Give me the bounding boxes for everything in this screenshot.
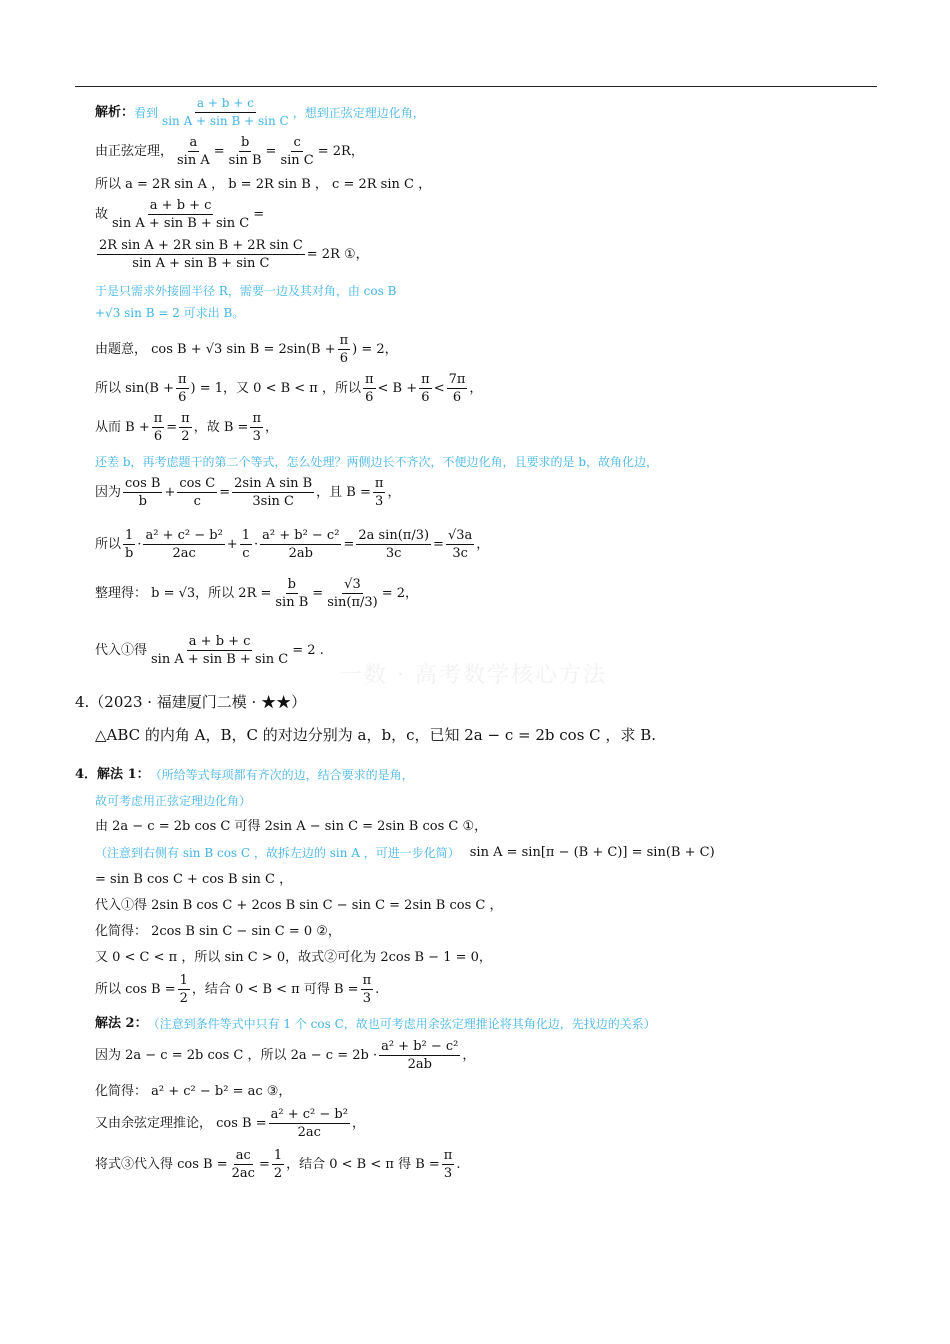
solution-2-line-3: 化简得： a² + c² − b² = ac ③，	[95, 1084, 292, 1099]
analysis-line-3: 所以 a = 2R sin A ， b = 2R sin B ， c = 2R sin C ，	[95, 177, 432, 192]
solution-2-line-5: 将式③代入得 cos B = $\frac{ac}{2ac}$ = $\frac{1}{2}$ ，结合 0 < B < π 得 B = $\frac{\pi}{3}$ .	[95, 1148, 461, 1181]
analysis-line-2: 由正弦定理， a sin A = b sin B = $\frac{c}{\text{sin C}}$ = 2R，	[95, 135, 364, 168]
analysis-line-5: $\frac{\text{2R sin A + 2R sin B + 2R sin C}}{\text{sin A + sin B + sin C}}$ = 2R ①，	[99, 238, 369, 271]
solution-1-line-5: = sin B cos C + cos B sin C ，	[95, 872, 293, 887]
hint-line-3: 还差 b，再考虑题干的第二个等式，怎么处理？两侧边长不齐次，不便边化角，且要求的是 b，故角化边，	[95, 455, 658, 469]
solution-1-line-7: 化简得： 2cos B sin C − sin C = 0 ②，	[95, 924, 341, 939]
analysis-line-4: 故 $\frac{a + b + c}{\text{sin A + sin B + sin C}}$ =	[95, 198, 265, 231]
solution-2-line-1: 解法 2： （注意到条件等式中只有 1 个 cos C，故也可考虑用余弦定理推论将其角化边，先找边的关系）	[95, 1016, 656, 1031]
solution-2-line-2: 因为 2a − c = 2b cos C ，所以 2a − c = 2b · a² + b² − c² 2ab ，	[95, 1039, 476, 1072]
solution-2-line-4: 又由余弦定理推论， cos B = $\frac{\text{a² + c² − b²}}{2ac}$ ，	[95, 1107, 365, 1140]
watermark: 一数 · 高考数学核心方法	[340, 663, 607, 688]
analysis-line-8: 由题意， cos B + √3 sin B = 2sin(B + $\frac{\pi}{6}$ ) = 2，	[95, 333, 398, 366]
analysis-line-10: 从而 B + $\frac{\pi}{6}$ = $\frac{\pi}{2}$ ，故 B = $\frac{\pi}{3}$ ，	[95, 411, 278, 444]
solution-1-line-6: 代入①得 2sin B cos C + 2cos B sin C − sin C = 2sin B cos C ，	[95, 898, 503, 913]
problem-4-title: 4.（2023 · 福建厦门二模 · ★★）	[75, 693, 307, 711]
solution-1-line-3: 由 2a − c = 2b cos C 可得 2sin A − sin C = 2sin B cos C ①，	[95, 819, 488, 834]
analysis-line-14: 整理得： b = √3，所以 2R = $\frac{b}{\text{sin B}}$ = $\frac{√3}{\sin(\pi/3)}$ = 2，	[95, 577, 419, 610]
hint-line-1: 于是只需求外接圆半径 R，需要一边及其对角，由 cos B	[95, 284, 397, 298]
solution-1-line-2: 故可考虑用正弦定理边化角）	[95, 794, 252, 808]
analysis-line-12: 因为 cos B b + $\frac{\text{cos C}}{c}$ = $\frac{\text{2sin A sin B}}{\text{3sin C}}$ ，且 B = $\frac{\pi}{3}$ ，	[95, 476, 401, 509]
analysis-line-13: 所以 1 b · a² + c² − b² 2ac + $\frac{1}{c}$ · $\frac{\text{a² + b² − c²}}{2ab}$ = $\frac{\text{2a sin(π/3)}}{3c}$ = $\frac{√3a}{3c}$ ，	[95, 528, 490, 561]
solution-1-line-9: 所以 cos B = $\frac{1}{2}$ ，结合 0 < B < π 可得 B = $\frac{\pi}{3}$ .	[95, 973, 380, 1006]
solution-1-line-4: （注意到右侧有 sin B cos C ，故拆左边的 sin A ，可进一步化简） sin A = sin[π − (B + C)] = sin(B + C)	[95, 845, 715, 860]
problem-4-stem: △ABC 的内角 A，B，C 的对边分别为 a，b，c，已知 2a − c = 2b cos C ，求 B.	[95, 726, 656, 744]
top-rule	[75, 86, 877, 87]
analysis-line-1: 解析： 看到 a + b + c sin A + sin B + sin C ，想到正弦定理边化角，	[95, 96, 425, 128]
hint-line-2: +√3 sin B = 2 可求出 B。	[95, 306, 245, 320]
analysis-line-9: 所以 sin(B + $\frac{\pi}{6}$ ) = 1，又 0 < B < π ，所以 π 6 < B + $\frac{\pi}{6}$ < 7π 6 ，	[95, 372, 483, 405]
analysis-line-15: 代入①得 $\frac{a + b + c}{\text{sin A + sin B + sin C}}$ = 2 .	[95, 634, 324, 667]
solution-1-line-8: 又 0 < C < π ，所以 sin C > 0，故式②可化为 2cos B − 1 = 0，	[95, 950, 492, 965]
solution-1-line-1: 4．解法 1： （所给等式每项都有齐次的边，结合要求的是角，	[75, 767, 414, 782]
